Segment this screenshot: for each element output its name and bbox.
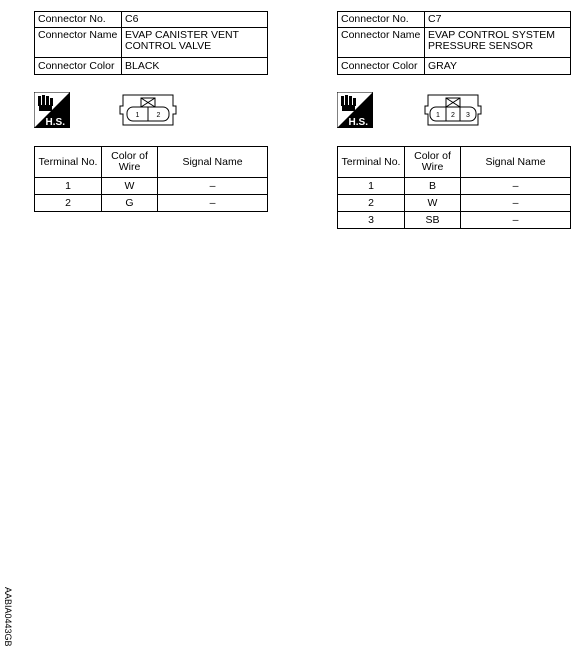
signal-name-cell: –	[461, 195, 571, 212]
terminal-cell: 1	[338, 178, 405, 195]
table-row	[35, 178, 268, 195]
connector-name-line1: EVAP CANISTER VENT	[125, 29, 239, 41]
signal-name-header: Signal Name	[461, 147, 571, 178]
connector-no-label: Connector No.	[35, 12, 122, 28]
harness-side-icon	[337, 92, 373, 128]
terminal-cell: 1	[35, 178, 102, 195]
harness-side-icon	[34, 92, 70, 128]
pin-label: 1	[135, 112, 140, 119]
signal-name-header: Signal Name	[158, 147, 268, 178]
connector-no-value: C6	[122, 12, 268, 28]
signal-name-cell: –	[158, 178, 268, 195]
pin-label: 3	[466, 112, 470, 119]
hs-label: H.S.	[348, 117, 368, 128]
signal-name-cell: –	[158, 195, 268, 212]
connector-info-table-c7	[337, 11, 571, 75]
pin-label: 2	[451, 112, 455, 119]
wire-color-cell: G	[102, 195, 158, 212]
table-row	[338, 195, 571, 212]
connector-name-value	[122, 28, 268, 58]
table-row	[338, 212, 571, 229]
terminal-cell: 3	[338, 212, 405, 229]
pin-label: 1	[436, 112, 440, 119]
pin-label: 2	[156, 112, 161, 119]
terminal-cell: 2	[35, 195, 102, 212]
connector-name-label: Connector Name	[35, 28, 122, 58]
connector-name-line2: CONTROL VALVE	[125, 40, 212, 52]
connector-no-value: C7	[425, 12, 571, 28]
hs-label: H.S.	[45, 117, 65, 128]
signal-name-cell: –	[461, 178, 571, 195]
connector-name-value	[425, 28, 571, 58]
wire-color-cell: W	[405, 195, 461, 212]
connector-name-label: Connector Name	[338, 28, 425, 58]
table-row	[338, 178, 571, 195]
color-of-wire-header: Color of Wire	[102, 147, 158, 178]
terminal-table-c7	[337, 146, 571, 229]
terminal-no-header: Terminal No.	[35, 147, 102, 178]
connector-face-diagram-c6	[119, 92, 177, 128]
connector-color-label: Connector Color	[338, 58, 425, 75]
wire-color-cell: B	[405, 178, 461, 195]
signal-name-cell: –	[461, 212, 571, 229]
connector-color-value: BLACK	[122, 58, 268, 75]
terminal-no-header: Terminal No.	[338, 147, 405, 178]
connector-info-table-c6	[34, 11, 268, 75]
wire-color-cell: SB	[405, 212, 461, 229]
table-row	[35, 195, 268, 212]
connector-name-line2: PRESSURE SENSOR	[428, 40, 534, 52]
figure-code: AABIA0443GB	[3, 587, 13, 647]
connector-name-line1: EVAP CONTROL SYSTEM	[428, 29, 555, 41]
connector-face-diagram-c7	[424, 92, 482, 128]
terminal-table-c6	[34, 146, 268, 212]
terminal-cell: 2	[338, 195, 405, 212]
connector-no-label: Connector No.	[338, 12, 425, 28]
color-of-wire-header: Color of Wire	[405, 147, 461, 178]
wire-color-cell: W	[102, 178, 158, 195]
connector-color-label: Connector Color	[35, 58, 122, 75]
connector-color-value: GRAY	[425, 58, 571, 75]
